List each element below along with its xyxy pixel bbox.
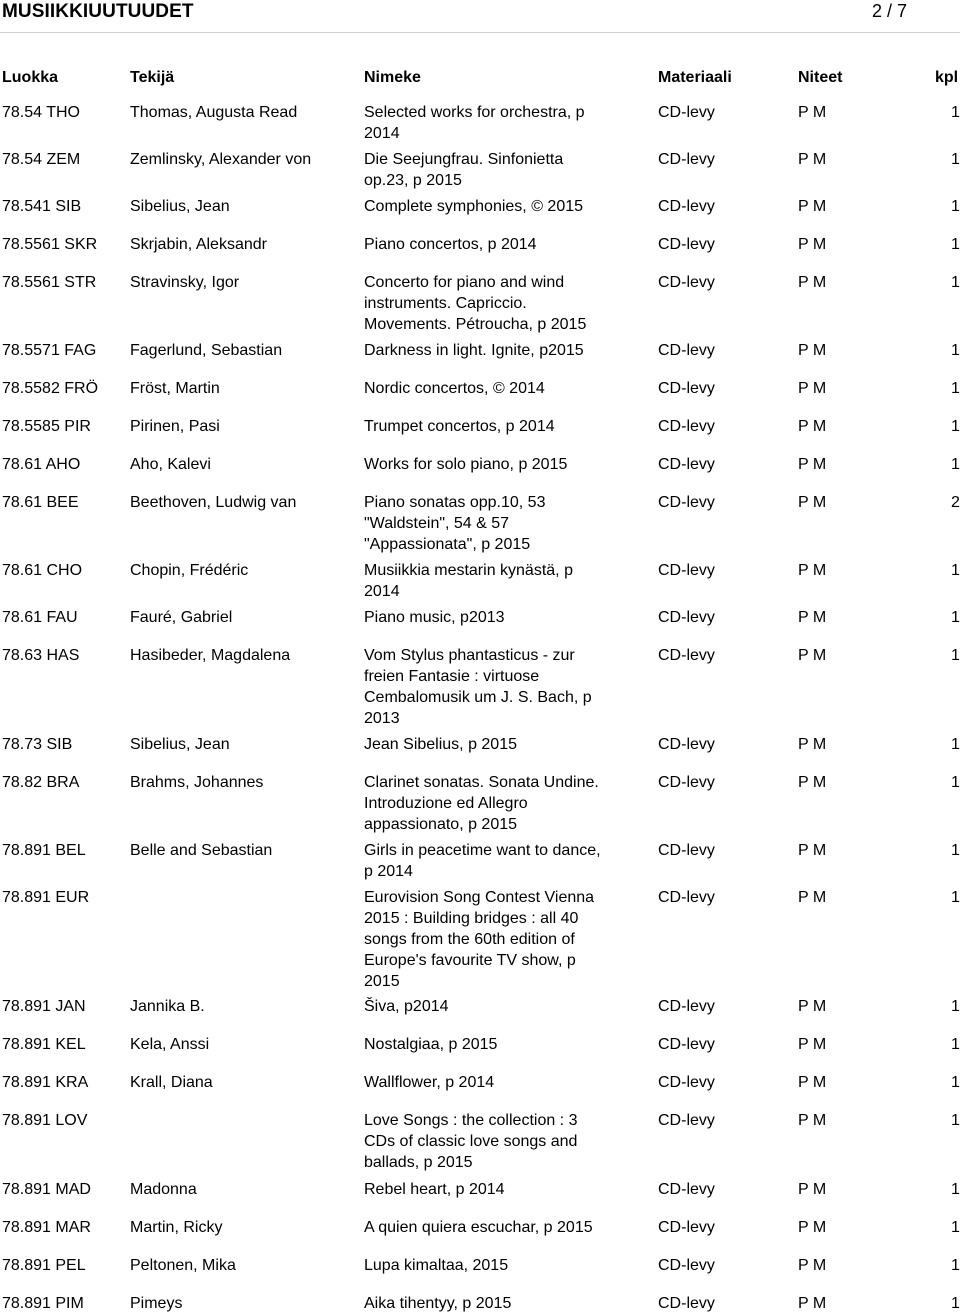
page-number: 2 / 7 <box>872 1 908 21</box>
nimeke-cell <box>364 454 612 475</box>
tekija-cell: Hasibeder, Magdalena <box>130 647 291 664</box>
nimeke-cell <box>364 840 612 882</box>
nimeke-line: Wallflower, p 2014 <box>364 1074 495 1091</box>
document-title: MUSIIKKIUUTUUDET <box>2 1 194 22</box>
kpl-cell: 1 <box>951 736 960 753</box>
nimeke-line: 2015 : Building bridges : all 40 <box>364 910 579 927</box>
niteet-cell: P M <box>798 151 827 168</box>
luokka-cell: 78.891 MAD <box>2 1181 91 1198</box>
tekija-cell: Peltonen, Mika <box>130 1257 236 1274</box>
nimeke-cell <box>364 416 612 437</box>
tekija-cell: Skrjabin, Aleksandr <box>130 236 267 253</box>
materiaali-cell: CD-levy <box>658 236 715 253</box>
materiaali-cell: CD-levy <box>658 456 715 473</box>
kpl-cell: 1 <box>951 418 960 435</box>
niteet-cell: P M <box>798 456 827 473</box>
nimeke-line: CDs of classic love songs and <box>364 1133 578 1150</box>
tekija-cell: Fröst, Martin <box>130 380 220 397</box>
niteet-cell: P M <box>798 1112 827 1129</box>
niteet-cell: P M <box>798 494 827 511</box>
kpl-cell: 1 <box>951 342 960 359</box>
nimeke-line: freien Fantasie : virtuose <box>364 668 540 685</box>
niteet-cell: P M <box>798 380 827 397</box>
tekija-cell: Fagerlund, Sebastian <box>130 342 283 359</box>
materiaali-cell: CD-levy <box>658 842 715 859</box>
nimeke-line: 2014 <box>364 583 400 600</box>
nimeke-line: "Appassionata", p 2015 <box>364 536 531 553</box>
nimeke-cell <box>364 234 612 255</box>
nimeke-line: Eurovision Song Contest Vienna <box>364 889 595 906</box>
luokka-cell: 78.5585 PIR <box>2 418 91 435</box>
luokka-cell: 78.891 KEL <box>2 1036 86 1053</box>
niteet-cell: P M <box>798 1295 827 1312</box>
luokka-cell: 78.61 BEE <box>2 494 79 511</box>
nimeke-line: A quien quiera escuchar, p 2015 <box>364 1219 593 1236</box>
materiaali-cell: CD-levy <box>658 418 715 435</box>
column-header-nimeke: Nimeke <box>364 69 421 86</box>
column-header-materiaali: Materiaali <box>658 69 732 86</box>
nimeke-line: Vom Stylus phantasticus - zur <box>364 647 575 664</box>
column-header-kpl: kpl <box>935 69 959 86</box>
niteet-cell: P M <box>798 736 827 753</box>
kpl-cell: 1 <box>951 1112 960 1129</box>
tekija-cell: Aho, Kalevi <box>130 456 211 473</box>
kpl-cell: 1 <box>951 842 960 859</box>
nimeke-line: Nordic concertos, © 2014 <box>364 380 545 397</box>
nimeke-cell <box>364 1110 612 1173</box>
nimeke-line: songs from the 60th edition of <box>364 931 575 948</box>
tekija-cell: Madonna <box>130 1181 197 1198</box>
luokka-cell: 78.61 FAU <box>2 609 78 626</box>
column-header-niteet: Niteet <box>798 69 843 86</box>
tekija-cell: Sibelius, Jean <box>130 736 230 753</box>
tekija-cell: Pimeys <box>130 1295 183 1312</box>
nimeke-cell <box>364 645 612 729</box>
nimeke-cell <box>364 1179 612 1200</box>
materiaali-cell: CD-levy <box>658 562 715 579</box>
nimeke-line: 2013 <box>364 710 400 727</box>
niteet-cell: P M <box>798 236 827 253</box>
kpl-cell: 1 <box>951 198 960 215</box>
luokka-cell: 78.63 HAS <box>2 647 80 664</box>
niteet-cell: P M <box>798 1219 827 1236</box>
luokka-cell: 78.54 ZEM <box>2 151 81 168</box>
luokka-cell: 78.5561 STR <box>2 274 97 291</box>
kpl-cell: 1 <box>951 1074 960 1091</box>
nimeke-cell <box>364 196 612 217</box>
nimeke-line: Complete symphonies, © 2015 <box>364 198 584 215</box>
kpl-cell: 1 <box>951 274 960 291</box>
nimeke-line: Europe's favourite TV show, p <box>364 952 576 969</box>
luokka-cell: 78.61 CHO <box>2 562 83 579</box>
luokka-cell: 78.891 PEL <box>2 1257 86 1274</box>
niteet-cell: P M <box>798 647 827 664</box>
materiaali-cell: CD-levy <box>658 1219 715 1236</box>
niteet-cell: P M <box>798 842 827 859</box>
niteet-cell: P M <box>798 342 827 359</box>
niteet-cell: P M <box>798 198 827 215</box>
nimeke-line: Piano concertos, p 2014 <box>364 236 537 253</box>
nimeke-line: Rebel heart, p 2014 <box>364 1181 505 1198</box>
luokka-cell: 78.891 JAN <box>2 998 86 1015</box>
nimeke-cell <box>364 378 612 399</box>
nimeke-cell <box>364 102 612 144</box>
kpl-cell: 1 <box>951 1036 960 1053</box>
column-header-tekija: Tekijä <box>130 69 175 86</box>
tekija-cell: Stravinsky, Igor <box>130 274 240 291</box>
kpl-cell: 1 <box>951 236 960 253</box>
niteet-cell: P M <box>798 1257 827 1274</box>
materiaali-cell: CD-levy <box>658 774 715 791</box>
nimeke-line: Lupa kimaltaa, 2015 <box>364 1257 509 1274</box>
column-header-luokka: Luokka <box>2 69 59 86</box>
luokka-cell: 78.891 MAR <box>2 1219 91 1236</box>
nimeke-cell <box>364 1255 612 1276</box>
tekija-cell: Krall, Diana <box>130 1074 213 1091</box>
materiaali-cell: CD-levy <box>658 1112 715 1129</box>
luokka-cell: 78.891 EUR <box>2 889 90 906</box>
materiaali-cell: CD-levy <box>658 104 715 121</box>
niteet-cell: P M <box>798 562 827 579</box>
luokka-cell: 78.5571 FAG <box>2 342 97 359</box>
tekija-cell: Kela, Anssi <box>130 1036 210 1053</box>
kpl-cell: 1 <box>951 998 960 1015</box>
niteet-cell: P M <box>798 1181 827 1198</box>
luokka-cell: 78.54 THO <box>2 104 80 121</box>
kpl-cell: 1 <box>951 1219 960 1236</box>
nimeke-line: Works for solo piano, p 2015 <box>364 456 568 473</box>
nimeke-line: Cembalomusik um J. S. Bach, p <box>364 689 592 706</box>
materiaali-cell: CD-levy <box>658 736 715 753</box>
materiaali-cell: CD-levy <box>658 1257 715 1274</box>
kpl-cell: 2 <box>951 494 960 511</box>
tekija-cell: Sibelius, Jean <box>130 198 230 215</box>
nimeke-cell <box>364 340 612 361</box>
nimeke-line: Darkness in light. Ignite, p2015 <box>364 342 584 359</box>
tekija-cell: Brahms, Johannes <box>130 774 264 791</box>
nimeke-cell <box>364 1072 612 1093</box>
kpl-cell: 1 <box>951 647 960 664</box>
kpl-cell: 1 <box>951 774 960 791</box>
nimeke-line: Movements. Pétroucha, p 2015 <box>364 316 587 333</box>
nimeke-line: Selected works for orchestra, p <box>364 104 585 121</box>
nimeke-cell <box>364 1217 612 1238</box>
nimeke-line: Jean Sibelius, p 2015 <box>364 736 517 753</box>
tekija-cell: Jannika B. <box>130 998 205 1015</box>
nimeke-line: Love Songs : the collection : 3 <box>364 1112 578 1129</box>
nimeke-line: Piano sonatas opp.10, 53 <box>364 494 546 511</box>
kpl-cell: 1 <box>951 562 960 579</box>
luokka-cell: 78.5582 FRÖ <box>2 380 99 397</box>
luokka-cell: 78.891 LOV <box>2 1112 88 1129</box>
kpl-cell: 1 <box>951 456 960 473</box>
niteet-cell: P M <box>798 104 827 121</box>
niteet-cell: P M <box>798 418 827 435</box>
niteet-cell: P M <box>798 1036 827 1053</box>
luokka-cell: 78.82 BRA <box>2 774 80 791</box>
nimeke-line: Die Seejungfrau. Sinfonietta <box>364 151 564 168</box>
nimeke-line: Clarinet sonatas. Sonata Undine. <box>364 774 599 791</box>
nimeke-cell <box>364 734 612 755</box>
tekija-cell: Chopin, Frédéric <box>130 562 249 579</box>
nimeke-line: Girls in peacetime want to dance, <box>364 842 601 859</box>
nimeke-line: 2014 <box>364 125 400 142</box>
niteet-cell: P M <box>798 609 827 626</box>
tekija-cell: Martin, Ricky <box>130 1219 223 1236</box>
kpl-cell: 1 <box>951 609 960 626</box>
niteet-cell: P M <box>798 889 827 906</box>
nimeke-line: Šiva, p2014 <box>364 998 449 1015</box>
luokka-cell: 78.61 AHO <box>2 456 81 473</box>
kpl-cell: 1 <box>951 104 960 121</box>
nimeke-line: 2015 <box>364 973 400 990</box>
materiaali-cell: CD-levy <box>658 494 715 511</box>
kpl-cell: 1 <box>951 1257 960 1274</box>
materiaali-cell: CD-levy <box>658 1295 715 1312</box>
nimeke-line: p 2014 <box>364 863 413 880</box>
tekija-cell: Zemlinsky, Alexander von <box>130 151 312 168</box>
materiaali-cell: CD-levy <box>658 342 715 359</box>
kpl-cell: 1 <box>951 1181 960 1198</box>
nimeke-cell <box>364 560 612 602</box>
materiaali-cell: CD-levy <box>658 151 715 168</box>
luokka-cell: 78.891 PIM <box>2 1295 84 1312</box>
materiaali-cell: CD-levy <box>658 647 715 664</box>
nimeke-line: Introduzione ed Allegro <box>364 795 528 812</box>
nimeke-cell <box>364 149 612 191</box>
materiaali-cell: CD-levy <box>658 1181 715 1198</box>
tekija-cell: Beethoven, Ludwig van <box>130 494 297 511</box>
niteet-cell: P M <box>798 774 827 791</box>
nimeke-cell <box>364 492 612 555</box>
niteet-cell: P M <box>798 998 827 1015</box>
nimeke-line: op.23, p 2015 <box>364 172 462 189</box>
niteet-cell: P M <box>798 1074 827 1091</box>
nimeke-cell <box>364 996 612 1017</box>
nimeke-line: Trumpet concertos, p 2014 <box>364 418 555 435</box>
materiaali-cell: CD-levy <box>658 1036 715 1053</box>
nimeke-cell <box>364 272 612 335</box>
kpl-cell: 1 <box>951 1295 960 1312</box>
nimeke-line: instruments. Capriccio. <box>364 295 527 312</box>
nimeke-cell <box>364 1293 612 1314</box>
materiaali-cell: CD-levy <box>658 380 715 397</box>
kpl-cell: 1 <box>951 889 960 906</box>
nimeke-line: "Waldstein", 54 & 57 <box>364 515 510 532</box>
nimeke-cell <box>364 607 612 628</box>
luokka-cell: 78.5561 SKR <box>2 236 98 253</box>
nimeke-line: appassionato, p 2015 <box>364 816 518 833</box>
nimeke-line: Piano music, p2013 <box>364 609 505 626</box>
kpl-cell: 1 <box>951 151 960 168</box>
materiaali-cell: CD-levy <box>658 609 715 626</box>
materiaali-cell: CD-levy <box>658 274 715 291</box>
materiaali-cell: CD-levy <box>658 889 715 906</box>
nimeke-line: Nostalgiaa, p 2015 <box>364 1036 498 1053</box>
materiaali-cell: CD-levy <box>658 198 715 215</box>
materiaali-cell: CD-levy <box>658 998 715 1015</box>
tekija-cell: Belle and Sebastian <box>130 842 273 859</box>
nimeke-cell <box>364 772 612 835</box>
nimeke-cell <box>364 1034 612 1055</box>
nimeke-line: ballads, p 2015 <box>364 1154 473 1171</box>
kpl-cell: 1 <box>951 380 960 397</box>
nimeke-line: Concerto for piano and wind <box>364 274 565 291</box>
luokka-cell: 78.541 SIB <box>2 198 82 215</box>
luokka-cell: 78.891 KRA <box>2 1074 89 1091</box>
tekija-cell: Fauré, Gabriel <box>130 609 233 626</box>
tekija-cell: Thomas, Augusta Read <box>130 104 298 121</box>
nimeke-line: Musiikkia mestarin kynästä, p <box>364 562 573 579</box>
materiaali-cell: CD-levy <box>658 1074 715 1091</box>
luokka-cell: 78.73 SIB <box>2 736 73 753</box>
niteet-cell: P M <box>798 274 827 291</box>
tekija-cell: Pirinen, Pasi <box>130 418 220 435</box>
luokka-cell: 78.891 BEL <box>2 842 86 859</box>
nimeke-line: Aika tihentyy, p 2015 <box>364 1295 512 1312</box>
nimeke-cell <box>364 887 612 992</box>
